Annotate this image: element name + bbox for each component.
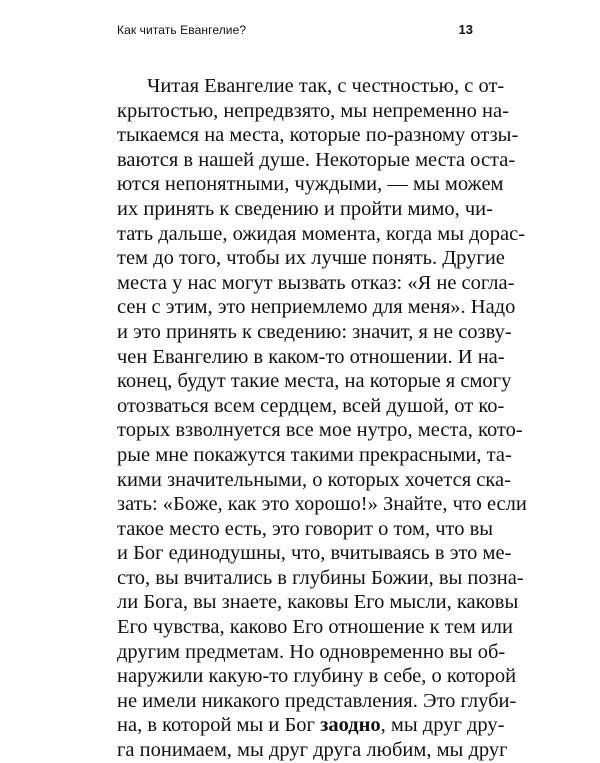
text-line: Читая Евангелие так, с честностью, с от-: [147, 75, 505, 97]
text-line: конец, будут такие места, на которые я смогу: [117, 370, 512, 393]
text-line: и Бог единодушны, что, вчитываясь в это ме-: [117, 542, 512, 565]
bold-word: заодно: [320, 714, 381, 737]
page-number: 13: [458, 22, 473, 37]
text-line: Его чувства, каково Его отношение к тем или: [117, 616, 513, 639]
text-line: не имели никакого представления. Это глуби-: [117, 689, 517, 712]
text-line: и это принять к сведению: значит, я не созву-: [117, 320, 512, 343]
text-line: тать дальше, ожидая момента, когда мы дорас-: [117, 222, 526, 245]
text-line: крытостью, непредвзято, мы непременно на-: [117, 99, 509, 122]
text-line: чен Евангелию в каком-то отношении. И на-: [117, 345, 505, 368]
text-line: тыкаемся на места, которые по-разному отзы-: [117, 124, 519, 147]
text-line: ваются в нашей душе. Некоторые места оста-: [117, 148, 516, 171]
text-line: га понимаем, мы друг друга любим, мы друг: [117, 739, 508, 762]
text-line-with-bold: [117, 713, 505, 738]
text-line: тем до того, чтобы их лучше понять. Другие: [117, 247, 505, 270]
text-line: такое место есть, это говорит о том, что вы: [117, 517, 494, 540]
running-title: Как читать Евангелие?: [117, 23, 247, 37]
text-line: зать: «Боже, как это хорошо!» Знайте, что если: [117, 493, 527, 516]
text-line: отозваться всем сердцем, всей душой, от ко-: [117, 394, 505, 417]
text-line: рые мне покажутся такими прекрасными, та-: [117, 443, 512, 466]
text-line: их принять к сведению и пройти мимо, чи-: [117, 197, 493, 220]
page-header: [117, 23, 473, 43]
text-line: сен с этим, это неприемлемо для меня». Надо: [117, 296, 516, 319]
text-line: другим предметам. Но одновременно вы об-: [117, 640, 506, 663]
text-line: сто, вы вчитались в глубины Божии, вы позна-: [117, 566, 524, 589]
text-line: торых взволнуется все мое нутро, места, кото-: [117, 419, 523, 442]
text-line: места у нас могут вызвать отказ: «Я не согла-: [117, 271, 515, 294]
text-line: ются непонятными, чуждыми, — мы можем: [117, 173, 504, 196]
text-segment: на, в которой мы и Бог: [117, 714, 321, 737]
text-segment: , мы друг дру-: [380, 714, 505, 737]
text-line: кими значительными, о которых хочется ска-: [117, 468, 511, 491]
text-line: ли Бога, вы знаете, каковы Его мысли, каковы: [117, 591, 519, 614]
body-text: [117, 74, 527, 763]
text-line: наружили какую-то глубину в себе, о которой: [117, 665, 517, 688]
